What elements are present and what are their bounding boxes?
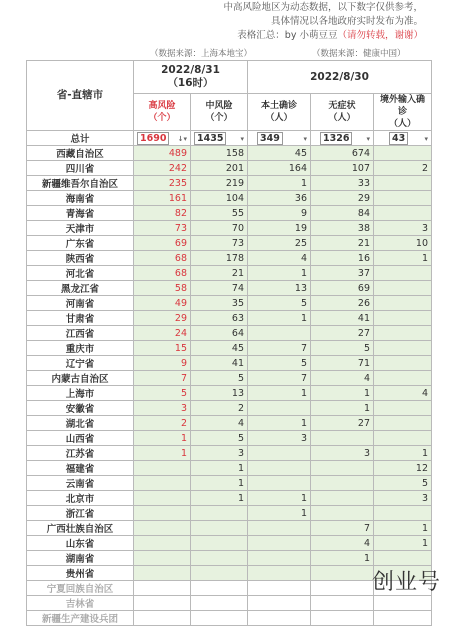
asymptomatic-cell: 1 xyxy=(311,551,374,566)
local-cell xyxy=(248,581,311,596)
total-asy-cell[interactable] xyxy=(311,131,374,146)
mid-risk-cell: 1 xyxy=(191,476,248,491)
table-row xyxy=(27,191,432,206)
table-row xyxy=(27,281,432,296)
local-cell xyxy=(248,566,311,581)
table-row xyxy=(27,521,432,536)
table-row xyxy=(27,266,432,281)
imported-cell xyxy=(374,326,432,341)
asymptomatic-cell xyxy=(311,476,374,491)
mid-risk-cell: 45 xyxy=(191,341,248,356)
table-row xyxy=(27,296,432,311)
imported-cell xyxy=(374,206,432,221)
total-high: 1690 xyxy=(137,132,169,145)
note-line-3 xyxy=(223,29,423,43)
asymptomatic-cell: 27 xyxy=(311,326,374,341)
mid-risk-cell xyxy=(191,521,248,536)
asymptomatic-cell: 1 xyxy=(311,386,374,401)
asymptomatic-cell: 33 xyxy=(311,176,374,191)
local-cell: 1 xyxy=(248,176,311,191)
high-risk-cell: 2 xyxy=(134,416,191,431)
mid-risk-cell: 13 xyxy=(191,386,248,401)
total-local-cell[interactable] xyxy=(248,131,311,146)
asymptomatic-cell: 41 xyxy=(311,311,374,326)
asymptomatic-cell xyxy=(311,431,374,446)
mid-risk-header: 中风险 （个） xyxy=(191,94,248,131)
asymptomatic-cell xyxy=(311,596,374,611)
high-risk-cell: 68 xyxy=(134,266,191,281)
total-imp: 43 xyxy=(389,132,408,145)
watermark-logo: 创业号 xyxy=(371,570,441,595)
source-right: （数据来源：健康中国） xyxy=(312,49,406,59)
province-cell: 河北省 xyxy=(27,266,134,281)
local-cell: 1 xyxy=(248,491,311,506)
imported-cell xyxy=(374,401,432,416)
total-imp-cell[interactable] xyxy=(374,131,432,146)
high-risk-cell: 69 xyxy=(134,236,191,251)
province-header: 省-直辖市 xyxy=(27,61,134,131)
risk-table xyxy=(26,60,432,626)
total-label: 总计 xyxy=(27,131,134,146)
province-cell: 北京市 xyxy=(27,491,134,506)
mid-risk-cell: 64 xyxy=(191,326,248,341)
imported-cell xyxy=(374,596,432,611)
imported-cell: 2 xyxy=(374,161,432,176)
high-risk-cell xyxy=(134,476,191,491)
imported-cell: 10 xyxy=(374,236,432,251)
high-risk-cell: 29 xyxy=(134,311,191,326)
imported-cell xyxy=(374,281,432,296)
table-row xyxy=(27,611,432,626)
high-risk-cell xyxy=(134,566,191,581)
high-risk-cell: 489 xyxy=(134,146,191,161)
local-cell xyxy=(248,551,311,566)
province-cell: 云南省 xyxy=(27,476,134,491)
asymptomatic-cell: 5 xyxy=(311,341,374,356)
province-cell: 重庆市 xyxy=(27,341,134,356)
province-cell: 湖南省 xyxy=(27,551,134,566)
local-cell: 13 xyxy=(248,281,311,296)
asymptomatic-cell: 21 xyxy=(311,236,374,251)
province-cell: 广西壮族自治区 xyxy=(27,521,134,536)
asymptomatic-cell: 674 xyxy=(311,146,374,161)
province-cell: 陕西省 xyxy=(27,251,134,266)
local-cell: 1 xyxy=(248,386,311,401)
asymptomatic-cell xyxy=(311,581,374,596)
high-risk-cell: 58 xyxy=(134,281,191,296)
high-risk-cell: 15 xyxy=(134,341,191,356)
table-row xyxy=(27,581,432,596)
high-risk-cell: 9 xyxy=(134,356,191,371)
local-cell xyxy=(248,596,311,611)
asymptomatic-header: 无症状 （人） xyxy=(311,94,374,131)
local-cell: 19 xyxy=(248,221,311,236)
province-cell: 贵州省 xyxy=(27,566,134,581)
local-cell: 4 xyxy=(248,251,311,266)
total-asy: 1326 xyxy=(320,132,352,145)
total-local: 349 xyxy=(257,132,283,145)
date2-header: 2022/8/30 xyxy=(248,61,432,94)
province-cell: 湖北省 xyxy=(27,416,134,431)
mid-risk-cell: 73 xyxy=(191,236,248,251)
total-high-cell[interactable] xyxy=(134,131,191,146)
province-cell: 河南省 xyxy=(27,296,134,311)
table-row xyxy=(27,311,432,326)
note-line-1: 中高风险地区为动态数据，以下数字仅供参考， xyxy=(223,2,423,13)
mid-risk-cell: 55 xyxy=(191,206,248,221)
province-cell: 宁夏回族自治区 xyxy=(27,581,134,596)
high-risk-cell xyxy=(134,491,191,506)
high-risk-cell xyxy=(134,521,191,536)
table-row xyxy=(27,236,432,251)
local-cell: 9 xyxy=(248,206,311,221)
asymptomatic-cell: 7 xyxy=(311,521,374,536)
imported-cell: 3 xyxy=(374,221,432,236)
local-cell: 1 xyxy=(248,506,311,521)
mid-risk-cell: 35 xyxy=(191,296,248,311)
imported-cell xyxy=(374,176,432,191)
table-row xyxy=(27,221,432,236)
table-row xyxy=(27,326,432,341)
local-cell: 1 xyxy=(248,311,311,326)
asymptomatic-cell: 69 xyxy=(311,281,374,296)
table-row xyxy=(27,416,432,431)
province-cell: 黑龙江省 xyxy=(27,281,134,296)
high-risk-cell: 68 xyxy=(134,251,191,266)
asymptomatic-cell: 71 xyxy=(311,356,374,371)
high-risk-cell xyxy=(134,506,191,521)
date1-header xyxy=(134,61,248,94)
imported-cell: 5 xyxy=(374,476,432,491)
high-risk-cell: 3 xyxy=(134,401,191,416)
mid-risk-cell xyxy=(191,611,248,626)
table-row xyxy=(27,491,432,506)
mid-risk-cell: 21 xyxy=(191,266,248,281)
imported-cell: 1 xyxy=(374,251,432,266)
imported-cell xyxy=(374,311,432,326)
imported-cell xyxy=(374,296,432,311)
table-row xyxy=(27,341,432,356)
mid-risk-cell: 158 xyxy=(191,146,248,161)
province-cell: 吉林省 xyxy=(27,596,134,611)
notes-block xyxy=(223,1,423,43)
province-cell: 海南省 xyxy=(27,191,134,206)
local-cell: 5 xyxy=(248,356,311,371)
imported-cell xyxy=(374,551,432,566)
high-risk-cell: 1 xyxy=(134,431,191,446)
province-cell: 天津市 xyxy=(27,221,134,236)
asymptomatic-cell: 4 xyxy=(311,536,374,551)
mid-risk-cell: 3 xyxy=(191,446,248,461)
table-row xyxy=(27,176,432,191)
local-cell xyxy=(248,461,311,476)
imported-cell: 3 xyxy=(374,491,432,506)
province-cell: 江西省 xyxy=(27,326,134,341)
table-row xyxy=(27,506,432,521)
mid-risk-cell: 201 xyxy=(191,161,248,176)
note-author: 表格汇总：by 小萌豆豆 xyxy=(237,30,338,41)
asymptomatic-cell xyxy=(311,566,374,581)
local-cell xyxy=(248,611,311,626)
high-risk-cell: 235 xyxy=(134,176,191,191)
local-cell xyxy=(248,476,311,491)
province-cell: 新疆维吾尔自治区 xyxy=(27,176,134,191)
mid-risk-cell: 1 xyxy=(191,491,248,506)
province-cell: 山东省 xyxy=(27,536,134,551)
imported-cell: 1 xyxy=(374,446,432,461)
asymptomatic-cell: 107 xyxy=(311,161,374,176)
high-risk-cell xyxy=(134,551,191,566)
local-cell xyxy=(248,326,311,341)
table-row xyxy=(27,566,432,581)
local-cell: 45 xyxy=(248,146,311,161)
asymptomatic-cell: 26 xyxy=(311,296,374,311)
mid-risk-cell xyxy=(191,566,248,581)
table-row xyxy=(27,446,432,461)
imported-cell xyxy=(374,266,432,281)
dropdown-arrow-icon[interactable]: ▾ xyxy=(303,134,307,143)
dropdown-arrow-icon[interactable]: ▾ xyxy=(366,134,370,143)
local-cell: 1 xyxy=(248,266,311,281)
table-row xyxy=(27,206,432,221)
high-risk-cell: 242 xyxy=(134,161,191,176)
mid-risk-cell: 70 xyxy=(191,221,248,236)
local-cell: 7 xyxy=(248,341,311,356)
mid-risk-cell: 74 xyxy=(191,281,248,296)
local-cell: 1 xyxy=(248,416,311,431)
province-cell: 福建省 xyxy=(27,461,134,476)
high-risk-cell: 7 xyxy=(134,371,191,386)
asymptomatic-cell xyxy=(311,611,374,626)
imported-cell xyxy=(374,341,432,356)
high-risk-cell xyxy=(134,536,191,551)
dropdown-arrow-icon[interactable]: ▾ xyxy=(424,134,428,143)
mid-risk-cell: 63 xyxy=(191,311,248,326)
province-cell: 甘肃省 xyxy=(27,311,134,326)
province-cell: 江苏省 xyxy=(27,446,134,461)
high-risk-cell: 82 xyxy=(134,206,191,221)
imported-cell xyxy=(374,431,432,446)
table-row xyxy=(27,146,432,161)
imported-cell xyxy=(374,416,432,431)
asymptomatic-cell: 27 xyxy=(311,416,374,431)
table-row xyxy=(27,161,432,176)
province-cell: 西藏自治区 xyxy=(27,146,134,161)
high-risk-cell: 24 xyxy=(134,326,191,341)
province-cell: 四川省 xyxy=(27,161,134,176)
province-cell: 青海省 xyxy=(27,206,134,221)
imported-header: 境外输入确诊 （人） xyxy=(374,94,432,131)
imported-cell: 1 xyxy=(374,521,432,536)
local-cell: 25 xyxy=(248,236,311,251)
mid-risk-cell: 5 xyxy=(191,431,248,446)
imported-cell xyxy=(374,356,432,371)
high-risk-cell: 5 xyxy=(134,386,191,401)
mid-risk-cell: 219 xyxy=(191,176,248,191)
asymptomatic-cell: 3 xyxy=(311,446,374,461)
imported-cell xyxy=(374,506,432,521)
asymptomatic-cell: 4 xyxy=(311,371,374,386)
mid-risk-cell: 41 xyxy=(191,356,248,371)
asymptomatic-cell: 84 xyxy=(311,206,374,221)
mid-risk-cell: 178 xyxy=(191,251,248,266)
mid-risk-cell xyxy=(191,551,248,566)
local-cell: 164 xyxy=(248,161,311,176)
imported-cell xyxy=(374,146,432,161)
local-cell xyxy=(248,401,311,416)
sources-row xyxy=(150,47,420,59)
local-cell: 5 xyxy=(248,296,311,311)
imported-cell xyxy=(374,371,432,386)
asymptomatic-cell xyxy=(311,506,374,521)
province-cell: 新疆生产建设兵团 xyxy=(27,611,134,626)
high-risk-cell: 73 xyxy=(134,221,191,236)
table-row xyxy=(27,596,432,611)
table-row xyxy=(27,251,432,266)
asymptomatic-cell: 38 xyxy=(311,221,374,236)
high-risk-cell xyxy=(134,461,191,476)
table-row xyxy=(27,536,432,551)
high-risk-header: 高风险 （个） xyxy=(134,94,191,131)
province-cell: 辽宁省 xyxy=(27,356,134,371)
mid-risk-cell xyxy=(191,536,248,551)
table-row xyxy=(27,401,432,416)
province-cell: 上海市 xyxy=(27,386,134,401)
table-row xyxy=(27,551,432,566)
table-row xyxy=(27,386,432,401)
total-mid: 1435 xyxy=(194,132,226,145)
local-cell: 3 xyxy=(248,431,311,446)
asymptomatic-cell xyxy=(311,461,374,476)
province-cell: 山西省 xyxy=(27,431,134,446)
sort-desc-icon[interactable]: ↓▾ xyxy=(177,134,187,143)
local-cell: 36 xyxy=(248,191,311,206)
asymptomatic-cell: 1 xyxy=(311,401,374,416)
note-line-2: 具体情况以各地政府实时发布为准。 xyxy=(270,16,423,27)
asymptomatic-cell xyxy=(311,491,374,506)
imported-cell: 12 xyxy=(374,461,432,476)
note-warning: （请勿转载，谢谢） xyxy=(337,30,423,41)
imported-cell: 4 xyxy=(374,386,432,401)
province-cell: 内蒙古自治区 xyxy=(27,371,134,386)
table-row xyxy=(27,461,432,476)
mid-risk-cell: 1 xyxy=(191,461,248,476)
imported-cell xyxy=(374,611,432,626)
mid-risk-cell xyxy=(191,596,248,611)
imported-cell xyxy=(374,191,432,206)
province-cell: 浙江省 xyxy=(27,506,134,521)
mid-risk-cell: 5 xyxy=(191,371,248,386)
asymptomatic-cell: 29 xyxy=(311,191,374,206)
table-row xyxy=(27,371,432,386)
local-cell xyxy=(248,536,311,551)
mid-risk-cell: 104 xyxy=(191,191,248,206)
high-risk-cell: 161 xyxy=(134,191,191,206)
high-risk-cell: 49 xyxy=(134,296,191,311)
date1-label: 2022/8/31 xyxy=(161,64,220,76)
local-cell: 7 xyxy=(248,371,311,386)
mid-risk-cell xyxy=(191,506,248,521)
date-header-row xyxy=(27,61,432,94)
province-cell: 广东省 xyxy=(27,236,134,251)
local-cell xyxy=(248,446,311,461)
total-mid-cell[interactable] xyxy=(191,131,248,146)
total-row xyxy=(27,131,432,146)
table-row xyxy=(27,476,432,491)
dropdown-arrow-icon[interactable]: ▾ xyxy=(240,134,244,143)
province-cell: 安徽省 xyxy=(27,401,134,416)
local-header: 本土确诊 （人） xyxy=(248,94,311,131)
mid-risk-cell xyxy=(191,581,248,596)
high-risk-cell xyxy=(134,581,191,596)
source-left: （数据来源：上海本地宝） xyxy=(150,49,253,59)
date1-sub: （16时） xyxy=(167,77,214,89)
mid-risk-cell: 2 xyxy=(191,401,248,416)
mid-risk-cell: 4 xyxy=(191,416,248,431)
asymptomatic-cell: 16 xyxy=(311,251,374,266)
asymptomatic-cell: 37 xyxy=(311,266,374,281)
high-risk-cell xyxy=(134,611,191,626)
high-risk-cell: 1 xyxy=(134,446,191,461)
imported-cell: 1 xyxy=(374,536,432,551)
high-risk-cell xyxy=(134,596,191,611)
table-row xyxy=(27,431,432,446)
table-row xyxy=(27,356,432,371)
local-cell xyxy=(248,521,311,536)
